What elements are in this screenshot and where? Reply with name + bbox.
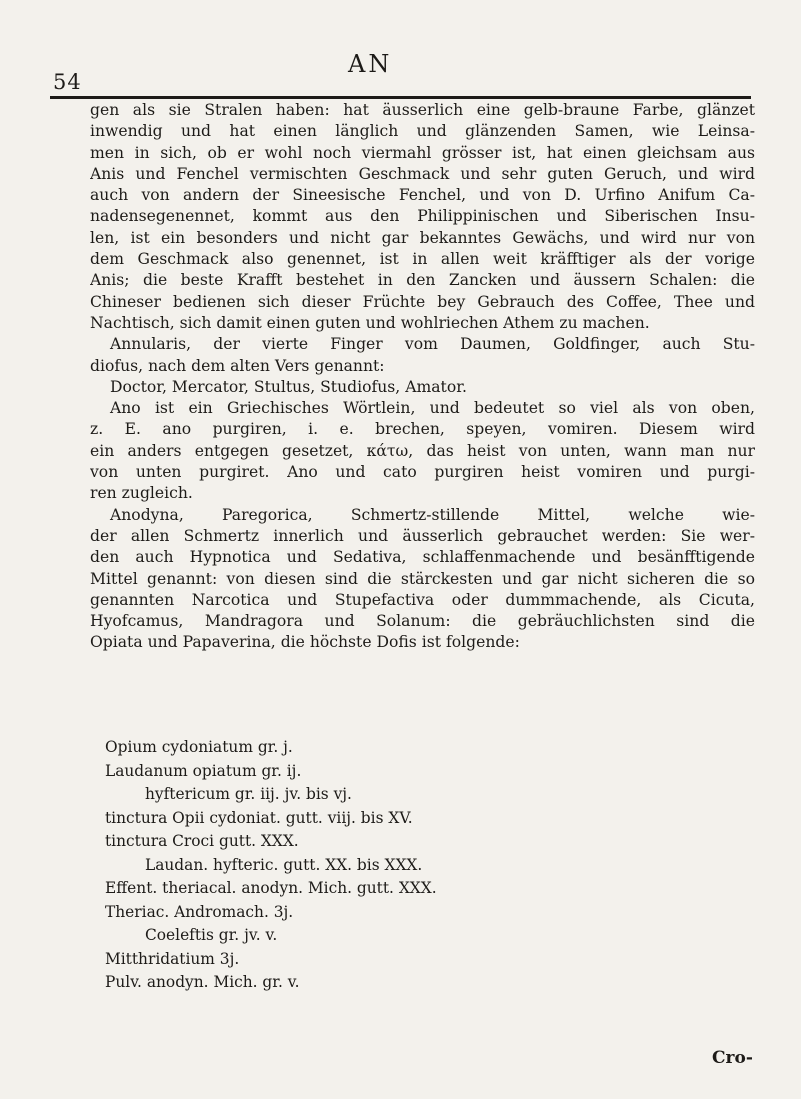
text-line: Anis und Fenchel vermischten Geschmack und sehr guten Geruch, und wird: [90, 164, 755, 183]
running-head: AN: [348, 50, 393, 78]
text-line: len, ist ein besonders und nicht gar bekanntes Gewächs, und wird nur von: [90, 228, 755, 247]
dosage-item: Opium cydoniatum gr. j.: [105, 738, 293, 756]
text-line: men in sich, ob er wohl noch viermahl grösser ist, hat einen gleichsam aus: [90, 143, 755, 162]
text-line: ein anders entgegen gesetzet, κάτω, das heist von unten, wann man nur: [90, 441, 755, 460]
text-line: dem Geschmack also genennet, ist in allen weit kräfftiger als der vorige: [90, 250, 755, 269]
text-line: Chineser bedienen sich dieser Früchte bey Gebrauch des Coffee, Thee und: [90, 292, 755, 311]
text-line: gen als sie Stralen haben: hat äusserlich eine gelb-braune Farbe, glänzet: [90, 101, 755, 119]
dosage-item: tinctura Croci gutt. XXX.: [105, 832, 299, 850]
text-line: diofus, nach dem alten Vers genannt:: [90, 356, 385, 375]
dosage-item: Theriac. Andromach. 3j.: [105, 902, 294, 921]
text-line: ren zugleich.: [90, 484, 193, 503]
text-line: auch von andern der Sineesische Fenchel, und von D. Urfino Anifum Ca-: [90, 186, 755, 205]
text-line: nadensegenennet, kommt aus den Philippinischen und Siberischen Insu-: [90, 207, 755, 226]
dosage-item: Laudan. hyfteric. gutt. XX. bis XXX.: [145, 855, 423, 874]
body-text: [90, 100, 755, 654]
dosage-item: tinctura Opii cydoniat. gutt. viij. bis XV.: [105, 808, 413, 827]
dosage-item: Mitthridatium 3j.: [105, 949, 240, 968]
text-line: inwendig und hat einen länglich und glänzenden Samen, wie Leinsa-: [90, 122, 755, 141]
dosage-list: [105, 736, 665, 995]
entry-ano: Ano ist ein Griechisches Wörtlein, und bedeutet so viel als von oben,: [110, 399, 755, 418]
text-line: der allen Schmertz innerlich und äusserlich gebrauchet werden: Sie wer-: [90, 526, 755, 545]
dosage-item: hyftericum gr. iij. jv. bis vj.: [145, 785, 352, 803]
text-line: Hyofcamus, Mandragora und Solanum: die gebräuchlichsten sind die: [90, 612, 755, 631]
catchword: Cro-: [712, 1048, 753, 1068]
page-number: 54: [53, 70, 82, 94]
text-line: genannten Narcotica und Stupefactiva oder dummmachende, als Cicuta,: [90, 590, 755, 609]
dosage-item: Coeleftis gr. jv. v.: [145, 926, 278, 944]
text-line: Nachtisch, sich damit einen guten und wohlriechen Athem zu machen.: [90, 313, 650, 332]
header-rule: [50, 96, 751, 99]
text-line: Opiata und Papaverina, die höchste Dofis ist folgende:: [90, 633, 520, 652]
text-line: z. E. ano purgiren, i. e. brechen, speyen, vomiren. Diesem wird: [90, 420, 755, 439]
text-line: Anis; die beste Krafft bestehet in den Zancken und äussern Schalen: die: [90, 271, 755, 290]
text-line: den auch Hypnotica und Sedativa, schlaffenmachende und besänfftigende: [90, 548, 755, 567]
verse-line: Doctor, Mercator, Stultus, Studiofus, Amator.: [110, 377, 467, 396]
text-line: von unten purgiret. Ano und cato purgiren heist vomiren und purgi-: [90, 463, 755, 482]
dosage-item: Effent. theriacal. anodyn. Mich. gutt. XXX.: [105, 879, 437, 897]
entry-anodyna: Anodyna, Paregorica, Schmertz-stillende Mittel, welche wie-: [110, 505, 755, 524]
dosage-item: Laudanum opiatum gr. ij.: [105, 761, 302, 780]
entry-annularis: Annularis, der vierte Finger vom Daumen, Goldfinger, auch Stu-: [110, 335, 755, 354]
dosage-item: Pulv. anodyn. Mich. gr. v.: [105, 973, 300, 991]
text-line: Mittel genannt: von diesen sind die stärckesten und gar nicht sicheren die so: [90, 569, 755, 588]
